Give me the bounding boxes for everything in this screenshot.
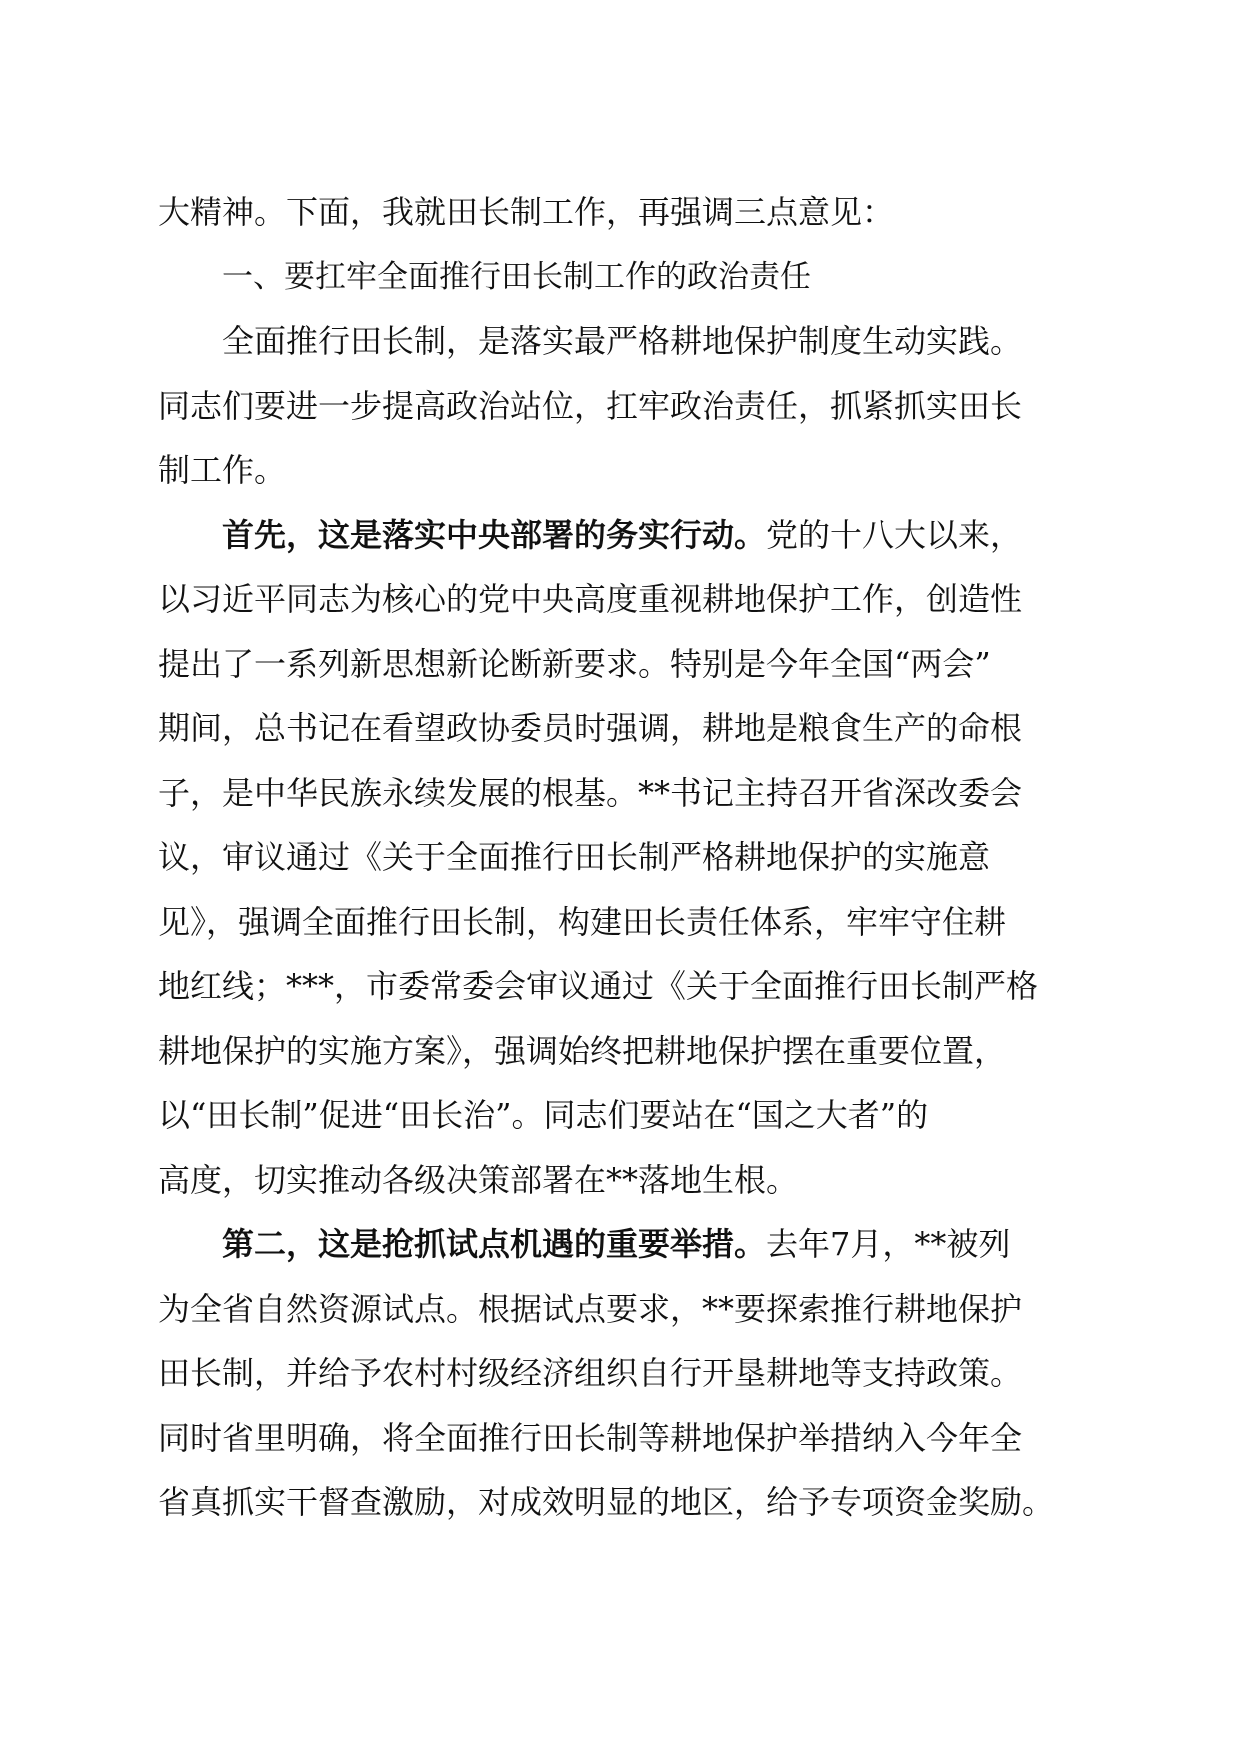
paragraph-line: 子，是中华民族永续发展的根基。**书记主持召开省深改委会: [158, 773, 1023, 812]
paragraph-first-line: [158, 1212, 1078, 1277]
intro-line: 大精神。下面，我就田长制工作，再强调三点意见：: [158, 193, 895, 231]
document-body: [158, 180, 1078, 1535]
paragraph-line: 以“田长制”促进“田长治”。同志们要站在“国之大者”的: [158, 1096, 929, 1134]
paragraph-line: 省真抓实干督查激励，对成效明显的地区，给予专项资金奖励。: [158, 1483, 1055, 1521]
paragraph-line: 地红线；***，市委常委会审议通过《关于全面推行田长制严格: [158, 967, 1039, 1005]
paragraph-line: 田长制，并给予农村村级经济组织自行开垦耕地等支持政策。: [158, 1354, 1023, 1392]
paragraph-text: 去年7月，**被列: [766, 1225, 1011, 1263]
paragraph-line: 高度，切实推动各级决策部署在**落地生根。: [158, 1160, 799, 1199]
section-heading: 一、要扛牢全面推行田长制工作的政治责任: [222, 258, 811, 295]
paragraph-line: 同志们要进一步提高政治站位，扛牢政治责任，抓紧抓实田长: [158, 386, 1023, 425]
paragraph-line: 提出了一系列新思想新论断新要求。特别是今年全国“两会”: [158, 644, 991, 683]
paragraph-line: 同时省里明确，将全面推行田长制等耕地保护举措纳入今年全: [158, 1418, 1023, 1457]
paragraph-line: 以习近平同志为核心的党中央高度重视耕地保护工作，创造性: [158, 580, 1023, 618]
paragraph-first-line: [158, 503, 1078, 568]
paragraph-text: 党的十八大以来，: [766, 515, 1023, 554]
paragraph-line: 议，审议通过《关于全面推行田长制严格耕地保护的实施意: [158, 838, 991, 876]
paragraph-line: 为全省自然资源试点。根据试点要求，**要探索推行耕地保护: [158, 1289, 1023, 1328]
paragraph-lead: 首先，这是落实中央部署的务实行动。: [222, 515, 767, 554]
paragraph-line: 耕地保护的实施方案》，强调始终把耕地保护摆在重要位置，: [158, 1031, 1007, 1070]
paragraph-line: 期间，总书记在看望政协委员时强调，耕地是粮食生产的命根: [158, 709, 1023, 747]
paragraph-lead: 第二，这是抢抓试点机遇的重要举措。: [222, 1225, 767, 1263]
paragraph-line: 制工作。: [158, 451, 287, 489]
paragraph-line: 全面推行田长制，是落实最严格耕地保护制度生动实践。: [222, 322, 1023, 360]
paragraph-line: 见》，强调全面推行田长制，构建田长责任体系，牢牢守住耕: [158, 902, 1007, 941]
